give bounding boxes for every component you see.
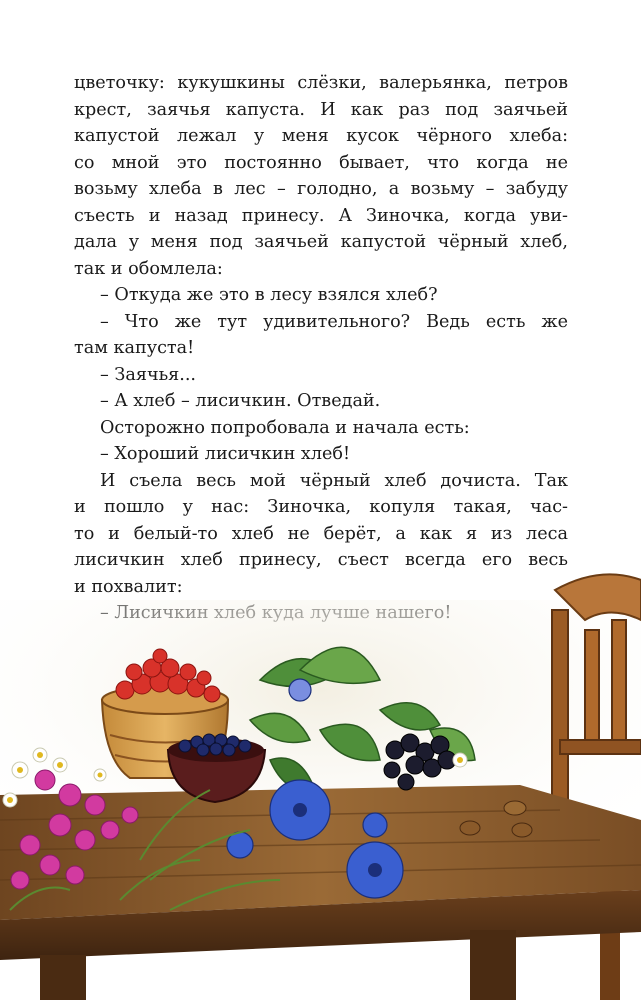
still-life-illustration	[0, 560, 641, 1000]
text-line: и пошло у нас: Зиночка, копуля такая, час-	[74, 497, 568, 517]
text-line: – Хороший лисичкин хлеб!	[100, 444, 351, 464]
text-line: – Что же тут удивительного? Ведь есть же	[100, 311, 568, 332]
text-line: цветочку: кукушкины слёзки, валерьянка, петров	[74, 73, 568, 93]
text-line: Осторожно попробовала и начала есть:	[100, 417, 470, 438]
table-leg	[40, 955, 86, 1000]
text-line: то и белый-то хлеб не берёт, а как я из леса	[74, 523, 568, 544]
text-line: дала у меня под заячьей капустой чёрный хлеб,	[74, 232, 568, 252]
text-line: – Заячья...	[100, 364, 197, 385]
text-line: так и обомлела:	[74, 258, 223, 279]
text-line: там капуста!	[74, 338, 195, 358]
text-line: – Откуда же это в лесу взялся хлеб?	[100, 285, 438, 305]
text-line: И съела весь мой чёрный хлеб дочиста. Так	[100, 470, 568, 491]
text-line: крест, заячья капуста. И как раз под заячьей	[74, 99, 568, 120]
text-line: – А хлеб – лисичкин. Отведай.	[100, 391, 381, 411]
text-line: лисичкин хлеб принесу, съест всегда его весь	[74, 550, 568, 570]
text-line: капустой лежал у меня кусок чёрного хлеба:	[74, 126, 568, 146]
text-line: и похвалит:	[74, 576, 183, 597]
table-leg	[470, 930, 516, 1000]
text-line: возьму хлеба в лес – голодно, а возьму – забуду	[74, 179, 568, 199]
story-text	[74, 70, 568, 627]
text-line: со мной это постоянно бывает, что когда не	[74, 152, 568, 173]
text-line: съесть и назад принесу. А Зиночка, когда уви-	[74, 205, 568, 226]
